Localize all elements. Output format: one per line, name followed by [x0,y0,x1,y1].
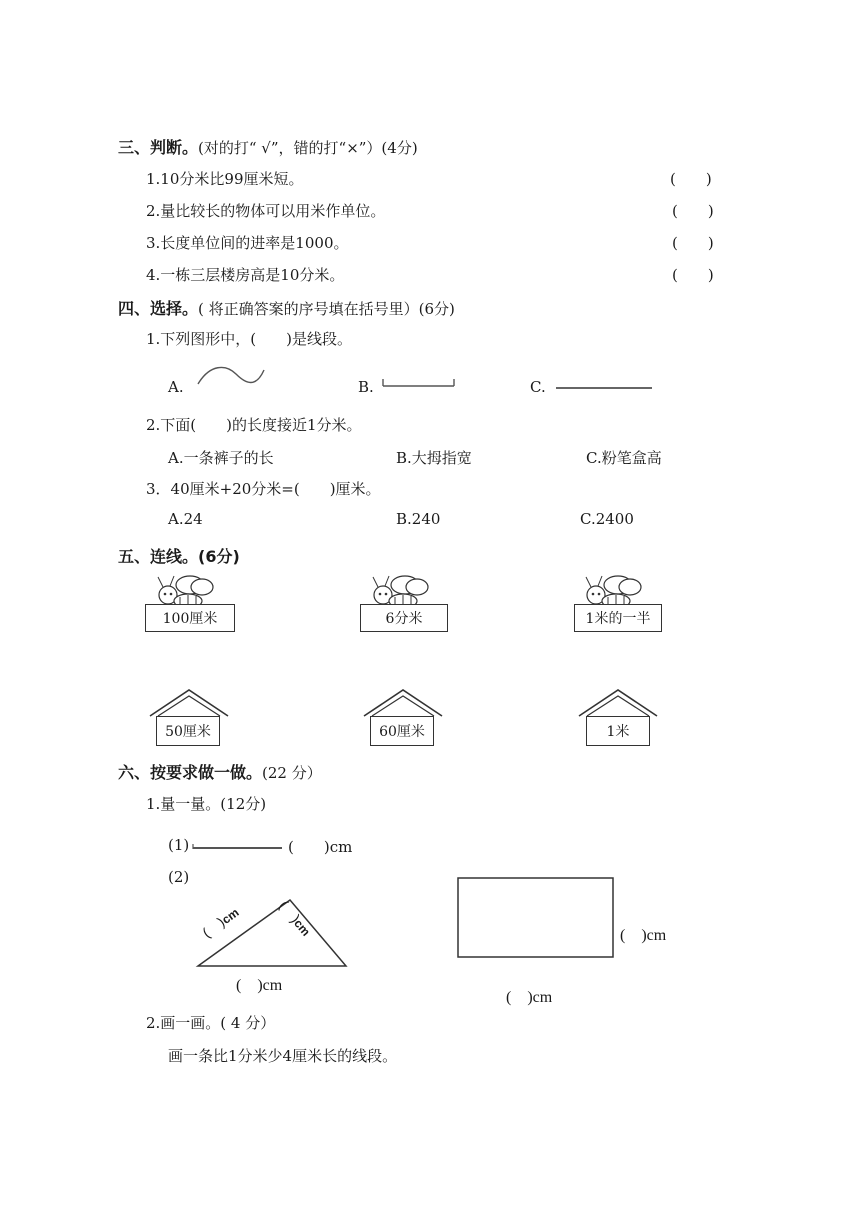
draw-question: 2.画一画。( 4 分） [146,1014,276,1032]
section-6-title: 六、按要求做一做。 [118,763,263,782]
bee-card-1[interactable]: 100厘米 [145,604,235,632]
section-4-note: ( 将正确答案的序号填在括号里）(6分) [198,300,455,318]
section-6-heading [118,760,322,783]
choice-q3-option-a[interactable]: A.24 [168,510,203,528]
rectangle-width-answer[interactable]: ( )cm [506,989,553,1006]
judge-answer-1[interactable]: ( ) [670,170,712,188]
rectangle-figure [457,877,615,959]
section-6-score: (22 分） [262,764,322,782]
wave-curve-figure [196,362,268,390]
judge-item-4: 4.一栋三层楼房高是10分米。 [146,266,345,284]
triangle-left-unit: cm [219,905,242,927]
bee-card-2[interactable]: 6分米 [360,604,448,632]
choice-q3-option-c[interactable]: C.2400 [580,510,634,528]
measure-question: 1.量一量。(12分) [146,795,267,813]
section-4-title: 四、选择。 [118,299,199,318]
judge-item-1: 1.10分米比99厘米短。 [146,170,304,188]
house-card-1[interactable]: 50厘米 [156,716,220,746]
measure-part-1-label: (1) [168,836,190,854]
bee-icon [365,573,429,607]
bee-card-3[interactable]: 1米的一半 [574,604,662,632]
section-3-note: (对的打“ √”，错的打“×”）(4分) [198,139,418,157]
triangle-right-paren: ( ) [276,897,304,926]
bee-icon [150,573,214,607]
choice-q1-option-c[interactable]: C. [530,378,546,396]
section-5-heading: 五、连线。(6分) [118,547,240,566]
section-4-heading [118,296,455,319]
section-3-heading [118,135,418,158]
rectangle-height-answer[interactable]: ( )cm [620,927,667,944]
judge-item-2: 2.量比较长的物体可以用米作单位。 [146,202,386,220]
segment-with-endpoints-figure [382,378,456,390]
draw-task: 画一条比1分米少4厘米长的线段。 [168,1047,398,1065]
bee-icon [578,573,642,607]
section-3-title: 三、判断。 [118,138,199,157]
house-card-3[interactable]: 1米 [586,716,650,746]
choice-q2-option-b[interactable]: B.大拇指宽 [396,449,472,467]
choice-q1-option-b[interactable]: B. [358,378,374,396]
choice-q1-option-a[interactable]: A. [168,378,184,396]
triangle-right-unit: cm [291,916,314,939]
measure-segment [192,842,284,852]
house-roof-icon [577,688,659,718]
triangle-left-paren: ( ) [199,913,228,941]
choice-q2-option-c[interactable]: C.粉笔盒高 [586,449,662,467]
judge-answer-4[interactable]: ( ) [672,266,714,284]
measure-part-2-label: (2) [168,868,190,886]
choice-q2-option-a[interactable]: A.一条裤子的长 [168,449,274,467]
measure-part-1-answer[interactable]: ( )cm [288,838,353,856]
house-card-2[interactable]: 60厘米 [370,716,434,746]
choice-q2: 2.下面( )的长度接近1分米。 [146,416,362,434]
choice-q1: 1.下列图形中，( )是线段。 [146,330,353,348]
choice-q3: 3．40厘米+20分米=( )厘米。 [146,480,381,498]
judge-item-3: 3.长度单位间的进率是1000。 [146,234,349,252]
house-roof-icon [148,688,230,718]
choice-q3-option-b[interactable]: B.240 [396,510,441,528]
judge-answer-2[interactable]: ( ) [672,202,714,220]
house-roof-icon [362,688,444,718]
judge-answer-3[interactable]: ( ) [672,234,714,252]
plain-line-figure [556,386,654,390]
triangle-bottom-answer[interactable]: ( )cm [236,977,283,994]
